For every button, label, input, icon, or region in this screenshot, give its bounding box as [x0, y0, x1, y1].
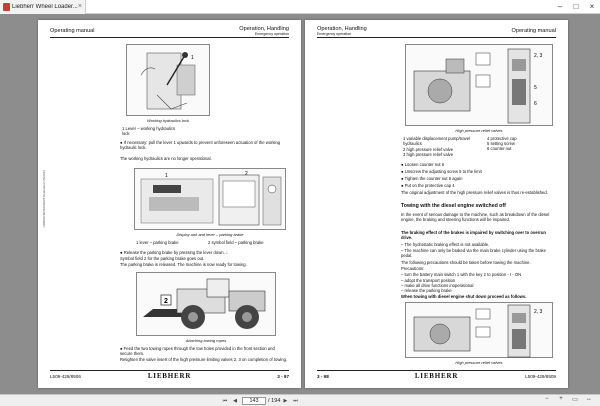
- legend-line: 5 setting screw: [487, 141, 515, 146]
- tab-close-icon[interactable]: ×: [77, 3, 82, 10]
- bullet-icon: ●: [120, 250, 124, 255]
- paragraph: The following precautions should be taken before towing the machine.: [401, 260, 531, 265]
- bullet-icon: ●: [401, 162, 405, 167]
- svg-text:2: 2: [164, 298, 168, 305]
- figure-relief-valves-2: [405, 302, 553, 358]
- status-bar: [0, 394, 600, 406]
- dash-item: – release the parking brake: [401, 288, 452, 293]
- dash-text: The machine can only be braked via the main brake cylinder using the brake pedal.: [401, 248, 546, 259]
- dash-item: – adopt the transport position: [401, 278, 456, 283]
- zoom-in-icon[interactable]: +: [559, 396, 563, 402]
- page-number: 3 - 97: [277, 374, 289, 379]
- legend-line: lock: [122, 131, 130, 136]
- legend-line: 2 high pressure relief valve: [403, 147, 454, 152]
- page-number: 3 - 98: [317, 374, 329, 379]
- figure-display-unit: [134, 168, 286, 230]
- fit-page-icon[interactable]: ▭: [572, 397, 578, 403]
- paragraph: In the event of serious damage to the machine, such as breakdown of the diesel engine, the braking and steering functions will be impaired.: [401, 212, 550, 223]
- paragraph: The working hydraulics are no longer operational.: [120, 156, 212, 161]
- paragraph: [120, 140, 288, 150]
- dash-text: adopt the transport position: [404, 278, 456, 283]
- prev-page-icon[interactable]: ◀: [233, 398, 237, 404]
- figure-caption: High pressure relief valves: [455, 128, 503, 133]
- header-left: Operation, Handling: [317, 26, 367, 32]
- page-left: [38, 20, 301, 388]
- step: [401, 176, 462, 181]
- paragraph: Symbol field 2 for the parking brake goes out.: [120, 256, 205, 261]
- tab-title: Liebherr Wheel Loader...: [12, 3, 78, 10]
- section-title: Towing with the diesel engine switched off: [401, 203, 506, 209]
- bullet-icon: ●: [120, 140, 124, 145]
- footer-left: L509-428/8506: [50, 374, 81, 379]
- document-viewer[interactable]: [0, 14, 600, 394]
- page-footer: [317, 370, 556, 382]
- bullet-icon: ●: [401, 176, 405, 181]
- legend-line: 1 Lever – working hydraulics: [122, 126, 176, 131]
- paragraph: When towing with diesel engine shut down proceed as follows.: [401, 294, 527, 299]
- dash-item: – make all drive functions inoperational: [401, 283, 474, 288]
- header-sub: Emergency operation: [317, 32, 352, 36]
- page-navigator: [220, 396, 300, 406]
- next-page-icon[interactable]: ▶: [283, 398, 288, 404]
- svg-text:5: 5: [534, 85, 537, 91]
- bullet-icon: ●: [401, 169, 405, 174]
- paragraph-text: If necessary: pull the lever 1 upwards to prevent unforeseen actuation of the working hydraulic lock.: [120, 140, 281, 151]
- svg-text:6: 6: [534, 101, 537, 107]
- step: [401, 183, 455, 188]
- fit-width-icon[interactable]: ↔: [586, 396, 592, 402]
- side-note: LWB/02/49/5409/9026 Deklaration:06/2012: [42, 170, 46, 228]
- window-controls: [552, 0, 600, 14]
- legend-line: 6 counter nut: [487, 146, 512, 151]
- close-window-button[interactable]: ×: [589, 2, 595, 11]
- legend-line: 3 high pressure relief valve: [403, 152, 454, 157]
- bullet-icon: ●: [401, 183, 405, 188]
- svg-text:1: 1: [165, 173, 168, 179]
- dash-item: – The machine can only be braked via the main brake cylinder using the brake pedal.: [401, 248, 546, 259]
- figure-caption: High pressure relief valves: [455, 360, 503, 365]
- pump-illustration: [406, 45, 554, 127]
- paragraph: The parking brake is released. The machine is now ready for towing.: [120, 262, 247, 267]
- figure-caption: Working hydraulics lock: [146, 118, 189, 123]
- dash-item: – turn the battery main switch 1 with the key 2 to position - I - ON: [401, 272, 522, 277]
- legend-line: 2 symbol field – parking brake: [208, 240, 264, 245]
- display-unit-illustration: [135, 169, 287, 231]
- first-page-icon[interactable]: ⏮: [222, 398, 228, 404]
- page-footer: [50, 370, 289, 382]
- svg-text:1: 1: [191, 55, 194, 61]
- header-left: Operating manual: [50, 28, 95, 34]
- dash-item: – The hydrostatic braking effect is not available.: [401, 242, 490, 247]
- dash-text: release the parking brake: [404, 288, 452, 293]
- paragraph-text: Release the parking brake by pressing the lever down. ↓: [123, 250, 228, 255]
- paragraph: [120, 250, 288, 255]
- figure-towing-ropes: [136, 272, 276, 336]
- title-bar: [0, 0, 600, 14]
- svg-text:2, 3: 2, 3: [534, 53, 543, 59]
- pump-illustration: [406, 303, 554, 359]
- maximize-button[interactable]: □: [573, 2, 579, 11]
- wheel-loader-illustration: [137, 273, 277, 337]
- zoom-controls: [542, 396, 594, 403]
- paragraph: Retighten the valve insert of the high pressure limiting valves 2, 3 on completion of towing.: [120, 357, 288, 362]
- step: [401, 169, 482, 174]
- paragraph: The braking effect of the brakes is impaired by switching over to overrun drive.: [401, 230, 546, 241]
- page-header: [50, 26, 289, 38]
- header-right: Operation, Handling: [239, 26, 289, 32]
- dash-text: make all drive functions inoperational: [404, 283, 474, 288]
- zoom-out-icon[interactable]: −: [545, 396, 549, 402]
- footer-right: L509-429/8509: [525, 374, 556, 379]
- figure-caption: Display unit and lever – parking brake: [176, 232, 244, 237]
- svg-text:2: 2: [245, 171, 248, 177]
- figure-caption: Attaching towing ropes: [185, 338, 227, 343]
- figure-hydraulics-lock: [126, 44, 210, 116]
- page-total: / 194: [268, 398, 281, 404]
- header-right: Operating manual: [511, 28, 556, 34]
- step-text: Loosen counter nut 6: [404, 162, 445, 167]
- paragraph: The original adjustment of the high pressure relief valves is thus re-established.: [401, 190, 548, 195]
- last-page-icon[interactable]: ⏭: [293, 398, 298, 404]
- step-text: Tighten the counter nut 6 again: [404, 176, 463, 181]
- lever-illustration: [127, 45, 211, 117]
- legend-line: 1 variable displacement pump/travel hydraulics: [403, 136, 471, 147]
- page-header: [317, 26, 556, 38]
- bullet-icon: ●: [120, 346, 124, 351]
- page-right: [305, 20, 568, 388]
- paragraph-text: Feed the two towing ropes through the tow holes provided in the front section and secure them.: [120, 346, 275, 357]
- paragraph: [120, 346, 288, 356]
- legend-line: 1 lever – parking brake: [136, 240, 179, 245]
- legend-line: 4 protective cap: [487, 136, 517, 141]
- minimize-button[interactable]: –: [557, 2, 563, 11]
- figure-relief-valves: [405, 44, 553, 126]
- document-tab[interactable]: [0, 0, 86, 14]
- pdf-file-icon: [3, 3, 10, 11]
- brand-logo: LIEBHERR: [147, 372, 192, 380]
- paragraph: Precautions:: [401, 266, 425, 271]
- dash-text: turn the battery main switch 1 with the key 2 to position - I - ON: [404, 272, 522, 277]
- dash-text: The hydrostatic braking effect is not available.: [404, 242, 490, 247]
- page-number-input[interactable]: 143: [242, 397, 266, 405]
- step-text: Unscrew the adjusting screw 5 to the limit: [404, 169, 482, 174]
- step-text: Put on the protective cap 4: [404, 183, 455, 188]
- svg-text:2, 3: 2, 3: [534, 309, 543, 315]
- step: [401, 162, 444, 167]
- header-sub: Emergency operation: [254, 32, 289, 36]
- brand-logo: LIEBHERR: [414, 372, 459, 380]
